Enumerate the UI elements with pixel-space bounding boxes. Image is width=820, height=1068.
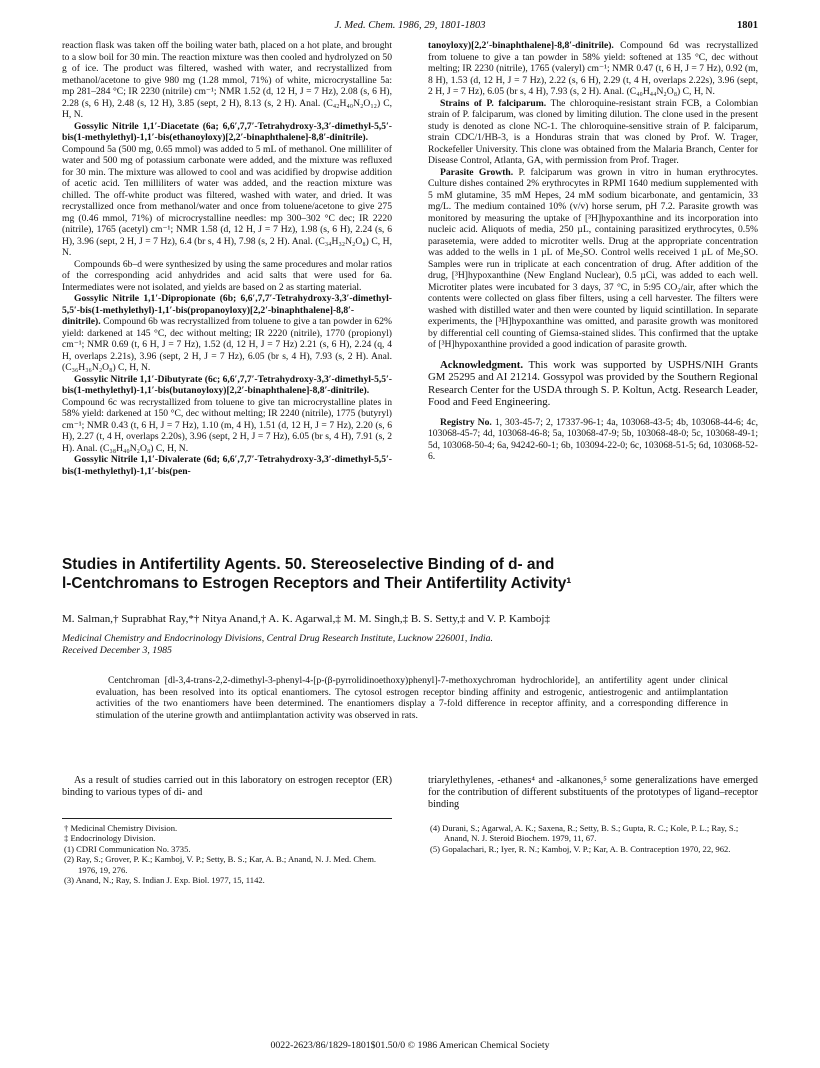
- footnotes-right: [428, 823, 758, 854]
- section-heading: tanoyloxy)[2,2′-binaphthalene]-8,8′-dinitrile).: [428, 40, 614, 51]
- paragraph: Compound 6b was recrystallized from toluene to give a tan powder in 62% yield: darkened at 145 °C, dec without melting; IR 2220 (nitrile), 1770 (propionyl) cm⁻¹; NMR 0.69 (t, 6 H, J = 7 Hz), 1.52 (d, 12 H, J = 7 Hz) 2.21 (s, 6 H), 2.24 (q, 4 H, overlaps 2.21s), 3.96 (sept, 2 H, J = 7 Hz), 6.05 (br s, 4 H), 7.93 (s, 2 H). Anal. (C₃₆H₃₆N₂O₈) C, H, N.: [62, 316, 392, 373]
- strains-section: [428, 98, 758, 167]
- compound-6a-section: [62, 121, 392, 259]
- paragraph: The chloroquine-resistant strain FCB, a Colombian strain of P. falciparum, was cloned by limiting dilution. The clone used in the present study is denoted as clone NC-1. The chloroquine-sensitive strain of P. falciparum, strain CDC/1/HB-3, is a Honduras strain that was cloned by Prof. W. Trager, Rockefeller University. This clone was obtained from the Malaria Branch, Center for Disease Control, Atlanta, GA, with permission from Prof. Trager.: [428, 97, 758, 166]
- paragraph: Compound 6c was recrystallized from toluene to give tan microcrystalline plates in 58% yield: darkened at 150 °C, dec without melting; IR 2240 (nitrile), 1775 (butyryl) cm⁻¹; NMR 0.43 (t, 6 H, J = 7 Hz), 1.10 (m, 4 H), 1.51 (d, 12 H, J = 7 Hz), 2.20 (s, 6 H), 2.27 (t, 4 H, overlaps 2.20s), 3.96 (sept, 2 H, J = 7 Hz), 6.05 (br s, 4 H), 7.91 (s, 2 H). Anal. (C₃₈H₄₀N₂O₈) C, H, N.: [62, 396, 392, 454]
- compound-6c-section: [62, 374, 392, 455]
- left-column: [62, 40, 392, 477]
- section-heading: Acknowledgment.: [440, 358, 524, 371]
- footnote: (2) Ray, S.; Grover, P. K.; Kamboj, V. P.; Setty, B. S.; Kar, A. B.; Anand, N. J. Med. Chem. 1976, 19, 276.: [64, 854, 377, 875]
- author-list: M. Salman,† Suprabhat Ray,*† Nitya Anand,† A. K. Agarwal,‡ M. M. Singh,‡ B. S. Setty,‡ and V. P. Kamboj‡: [62, 613, 550, 625]
- growth-section: [428, 167, 758, 351]
- paragraph: P. falciparum was grown in vitro in human erythrocytes. Culture dishes contained 2% erythrocytes in RPMI 1640 medium supplemented with 5 mM glutamine, 35 mM Hepes, 24 mM sodium bicarbonate, and gentamicin, 33 mg/L. The medium contained 10% (v/v) horse serum, pH 7.2. Parasite growth was monitored by measuring the uptake of [³H]hypoxanthine and its incorporation into nucleic acid. Aliquots of media, 250 µL, containing parasitized erythrocytes, 0.5% parasetemia, were added to microtiter wells. Drug at the appropriate concentration was added to the wells in 1 µL of Me₂SO. Control wells received 1 µL of Me₂SO. Samples were run in triplicate at each concentration of drug. After addition of the drug, [³H]hypoxanthine (New England Nuclear), 0.5 µCi, was added to each well. Microtiter plates were incubated for 3 days, 37 °C, in 5:95 CO₂/air, after which the contents were collected on glass fiber filters, using a cell harvester. The filters were washed with distilled water and then were counted by liquid scintillation. In separate experiments, the [³H]hypoxanthine was omitted, and parasite growth was monitored by differential cell counting of Giemsa-stained slides. This confirmed that the uptake of [³H]hypoxanthine provided a good indication of parasite growth.: [428, 166, 758, 350]
- paragraph: As a result of studies carried out in this laboratory on estrogen receptor (ER) binding to various types of di- and: [62, 775, 392, 799]
- footnote: (1) CDRI Communication No. 3735.: [64, 843, 191, 854]
- footnote: (5) Gopalachari, R.; Iyer, R. N.; Kamboj, V. P.; Kar, A. B. Contraception 1970, 22, 962.: [430, 843, 731, 854]
- page-number: 1801: [737, 20, 758, 31]
- title-line: l-Centchromans to Estrogen Receptors and Their Antifertility Activity¹: [62, 575, 572, 592]
- paragraph: 1, 303-45-7; 2, 17337-96-1; 4a, 103068-43-5; 4b, 103068-44-6; 4c, 103068-45-7; 4d, 103068-46-8; 5a, 103068-47-9; 5b, 103068-48-0; 5c, 103068-49-1; 5d, 103068-50-4; 6a, 94242-60-1; 6b, 103094-22-0; 6c, 103068-51-5; 6d, 103068-52-6.: [428, 416, 758, 463]
- compound-6d-continued: [428, 40, 758, 98]
- running-header: [62, 20, 758, 36]
- intro-right: [428, 775, 758, 812]
- section-heading: Strains of P. falciparum.: [440, 97, 547, 109]
- intro-left: [62, 775, 392, 799]
- paragraph: triarylethylenes, -ethanes⁴ and -alkanones,⁵ some generalizations have emerged for the contribution of different substituents of the prototypes of ligand–receptor binding: [428, 775, 758, 811]
- abstract: [96, 675, 728, 721]
- paragraph: Compound 5a (500 mg, 0.65 mmol) was added to 5 mL of methanol. One milliliter of water and 500 mg of potassium carbonate were added, and the mixture was refluxed for 30 min. The mixture was allowed to cool and was acidified by dropwise addition of acetic acid. Ten milliliters of water was added, and the reaction mixture was chilled. The off-white product was filtered, washed with water, and dried. It was recrystallized once from methanol/water and once from toluene/acetone to give 275 mg (0.46 mmol, 71%) of microcrystalline needles: mp 300–302 °C dec; IR 2220 (nitrile), 1765 (acetyl) cm⁻¹; NMR 1.58 (d, 12 H, J = 7 Hz), 1.98 (s, 6 H), 2.24 (s, 6 H), 3.96 (sept, 2 H, J = 7 Hz), 6.4 (br s, 4 H), 7.98 (s, 2 H). Anal. (C₃₄H₃₂N₂O₈) C, H, N.: [62, 143, 392, 258]
- article-title: [62, 555, 762, 593]
- acknowledgment: [428, 359, 758, 409]
- section-heading: Gossylic Nitrile 1,1′-Divalerate (6d; 6,6′,7,7′-Tetrahydroxy-3,3′-dimethyl-5,5′-bis(1-methylethyl)-1,1′-bis(pen-: [62, 454, 392, 477]
- received-date: Received December 3, 1985: [62, 645, 172, 656]
- affiliation: [62, 633, 762, 657]
- right-column: [428, 40, 758, 463]
- abstract-text: Centchroman [dl-3,4-trans-2,2-dimethyl-3-phenyl-4-[p-(β-pyrrolidinoethoxy)phenyl]-7-methoxychroman hydrochloride], an antifertility agent under clinical evaluation, has been resolved into its optical enantiomers. The cytosol estrogen receptor binding affinity and estrogenic, antiestrogenic and antiimplantation activities of the two enantiomers have been determined. The enantiomers display a 7-fold difference in receptor affinity, and a corresponding difference in stimulation of the uterine growth and antiimplantation activity was observed in rats.: [96, 675, 728, 721]
- section-heading: Gossylic Nitrile 1,1′-Dipropionate (6b; 6,6′,7,7′-Tetrahydroxy-3,3′-dimethyl-5,5′-bis(1-methylethyl)-1,1′-bis(propanoyloxy)[2,2′-binaphthalene]-8,8′-dinitrile).: [62, 293, 392, 327]
- title-line: Studies in Antifertility Agents. 50. Stereoselective Binding of d- and: [62, 556, 555, 573]
- section-heading: Gossylic Nitrile 1,1′-Dibutyrate (6c; 6,6′,7,7′-Tetrahydroxy-3,3′-dimethyl-5,5′-bis(1-methylethyl)-1,1′-bis(butanoyloxy)[2,2′-binaphthalene]-8,8′-dinitrile).: [62, 373, 392, 396]
- page-footer: 0022-2623/86/1829-1801$01.50/0 © 1986 American Chemical Society: [270, 1040, 550, 1051]
- paragraph: Compound 6d was recrystallized from toluene to give a tan powder in 58% yield: softened at 135 °C, dec without melting; IR 2230 (nitrile), 1765 (valeryl) cm⁻¹; NMR 0.47 (t, 6 H, J = 7 Hz), 0.92 (m, 8 H), 1.53 (d, 12 H, J = 7 Hz), 2.22 (s, 6 H), 2.29 (t, 4 H, overlaps 2.22s), 3.96 (sept, 2 H, J = 7 Hz), 6.05 (br s, 4 H), 7.93 (s, 2 H). Anal. (C₄₀H₄₄N₂O₈) C, H, N.: [428, 40, 758, 97]
- journal-citation: J. Med. Chem. 1986, 29, 1801-1803: [334, 20, 486, 31]
- footnote: ‡ Endocrinology Division.: [64, 833, 156, 844]
- footnote-rule: [62, 818, 392, 819]
- footnote: (4) Durani, S.; Agarwal, A. K.; Saxena, R.; Setty, B. S.; Gupta, R. C.; Kole, P. L.; Ray, S.; Anand, N. J. Steroid Biochem. 1979, 11, 67.: [430, 823, 739, 844]
- paragraph: This work was supported by USPHS/NIH Grants GM 25295 and AI 21214. Gossypol was provided by the Southern Regional Research Center for the USDA through S. P. Koltun, Actg. Research Leader, Food and Feed Engineering.: [428, 358, 758, 409]
- footnotes-left: [62, 823, 392, 885]
- footnote: (3) Anand, N.; Ray, S. Indian J. Exp. Biol. 1977, 15, 1142.: [64, 875, 265, 886]
- section-heading: Gossylic Nitrile 1,1′-Diacetate (6a; 6,6′,7,7′-Tetrahydroxy-3,3′-dimethyl-5,5′-bis(1-methylethyl)-1,1′-bis(ethanoyloxy)[2,2′-binaphthalene]-8,8′-dinitrile).: [62, 120, 392, 143]
- compound-6d-section: [62, 454, 392, 477]
- affiliation-line: Medicinal Chemistry and Endocrinology Divisions, Central Drug Research Institute, Lucknow 226001, India.: [62, 633, 493, 644]
- footnote: † Medicinal Chemistry Division.: [64, 823, 178, 833]
- paragraph: reaction flask was taken off the boiling water bath, placed on a hot plate, and brought to a slow boil for 30 min. The reaction mixture was then cooled and hydrolyzed on 50 g of ice. The product was filtered, washed with water, and recrystallized from methanol/acetone to give 980 mg (1.28 mmol, 71%) of white, microcrystalline 5a: mp 281–284 °C; IR 2230 (nitrile) cm⁻¹; NMR 1.52 (d, 12 H, J = 7 Hz), 2.08 (s, 6 H), 2.28 (s, 6 H), 2.48 (s, 12 H), 3.85 (sept, 2 H), 8.13 (s, 2 H). Anal. (C₄₂H₄₀N₂O₁₂) C, H, N.: [62, 40, 392, 120]
- section-heading: Registry No.: [440, 416, 492, 428]
- paragraph: Compounds 6b–d were synthesized by using the same procedures and molar ratios of the corresponding acid anhydrides and acid salts that were used for 6a. Intermediates were not isolated, and yields are based on 2 as starting material.: [62, 258, 392, 293]
- registry-numbers: [428, 417, 758, 463]
- section-heading: Parasite Growth.: [440, 166, 514, 178]
- compound-6b-section: [62, 293, 392, 374]
